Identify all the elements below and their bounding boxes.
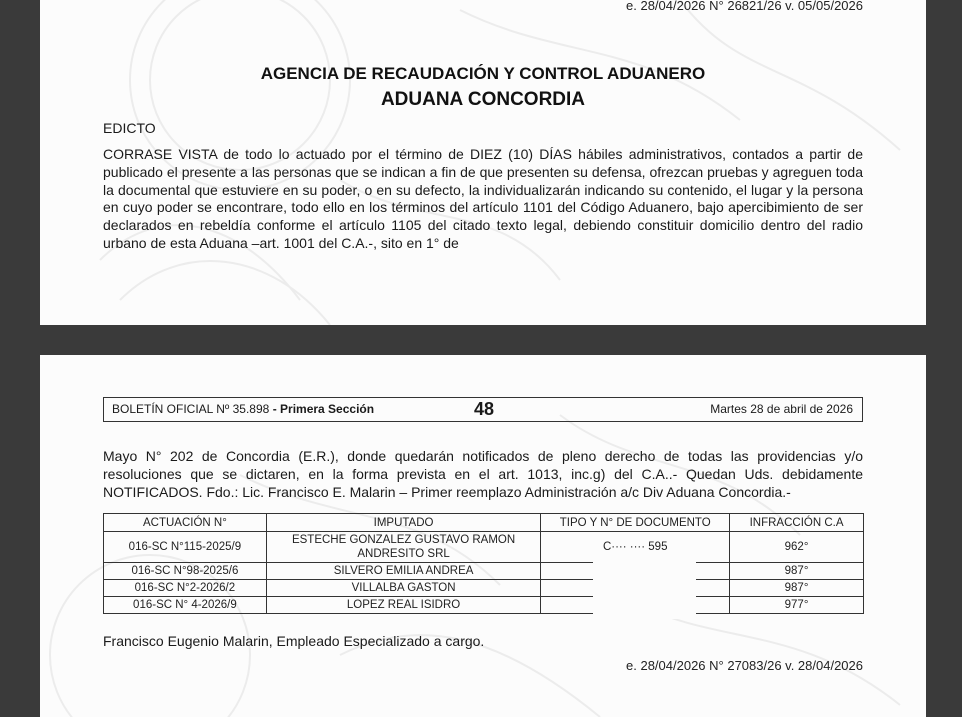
publication-reference: e. 28/04/2026 N° 26821/26 v. 05/05/2026: [626, 0, 863, 13]
bulletin-header: [103, 397, 863, 422]
bulletin-date: Martes 28 de abril de 2026: [710, 402, 853, 416]
table-cell: 987°: [730, 563, 864, 580]
column-header: IMPUTADO: [266, 514, 541, 532]
table-cell: 977°: [730, 597, 864, 614]
column-header: TIPO Y N° DE DOCUMENTO: [541, 514, 730, 532]
publication-reference: e. 28/04/2026 N° 27083/26 v. 28/04/2026: [626, 658, 863, 673]
agency-title: AGENCIA DE RECAUDACIÓN Y CONTROL ADUANERO: [260, 64, 706, 83]
signature-line: Francisco Eugenio Malarin, Empleado Especializado a cargo.: [103, 633, 485, 649]
edicto-label: EDICTO: [103, 120, 156, 136]
table-cell: VILLALBA GASTON: [266, 580, 541, 597]
bulletin-name: BOLETÍN OFICIAL Nº 35.898 - Primera Sección: [112, 402, 375, 416]
edict-body-continued: Mayo N° 202 de Concordia (E.R.), donde quedarán notificados de pleno derecho de todas las providencias y/o resoluciones que se dictaren, en la forma prevista en el art. 1013, inc.g) del C.A..- Quedan Uds. debidamente NOTIFICADOS. Fdo.: Lic. Francisco E. Malarin – Primer reemplazo Administración a/c Div Aduana Concordia.-: [103, 448, 863, 500]
table-row: [104, 580, 864, 597]
column-header: INFRACCIÓN C.A: [730, 514, 864, 532]
column-header: ACTUACIÓN N°: [104, 514, 267, 532]
table-cell: ESTECHE GONZALEZ GUSTAVO RAMON ANDRESITO SRL: [266, 532, 541, 563]
table-cell: LOPEZ REAL ISIDRO: [266, 597, 541, 614]
bottom-page: [40, 355, 926, 717]
cases-table: [103, 513, 864, 614]
table-row: [104, 597, 864, 614]
office-title: ADUANA CONCORDIA: [380, 89, 586, 110]
table-cell: C···· ···· 595: [541, 532, 730, 563]
table-cell: 987°: [730, 580, 864, 597]
table-cell: 016-SC N°98-2025/6: [104, 563, 267, 580]
table-cell: 016-SC N°2-2026/2: [104, 580, 267, 597]
redaction-mask: [593, 561, 696, 619]
top-page: [40, 0, 926, 325]
table-row: [104, 532, 864, 563]
table-cell: SILVERO EMILIA ANDREA: [266, 563, 541, 580]
table-cell: 962°: [730, 532, 864, 563]
table-header-row: [104, 514, 864, 532]
table-row: [104, 563, 864, 580]
table-cell: 016-SC N° 4-2026/9: [104, 597, 267, 614]
edict-body: CORRASE VISTA de todo lo actuado por el término de DIEZ (10) DÍAS hábiles administrativos, contados a partir de publicado el presente a las personas que se indican a fin de que presenten su defensa, ofrezcan pruebas y agreguen toda la documental que estuviere en su poder, o en su defecto, la individualizarán indicando su contenido, el lugar y la persona en cuyo poder se encontrare, todo ello en los términos del artículo 1101 del Código Aduanero, bajo apercibimiento de ser declarados en rebeldía conforme el artículo 1105 del citado texto legal, debiendo constituir domicilio dentro del radio urbano de esta Aduana –art. 1001 del C.A.-, sito en 1° de: [103, 146, 863, 251]
table-cell: 016-SC N°115-2025/9: [104, 532, 267, 563]
page-number: 48: [474, 399, 495, 419]
